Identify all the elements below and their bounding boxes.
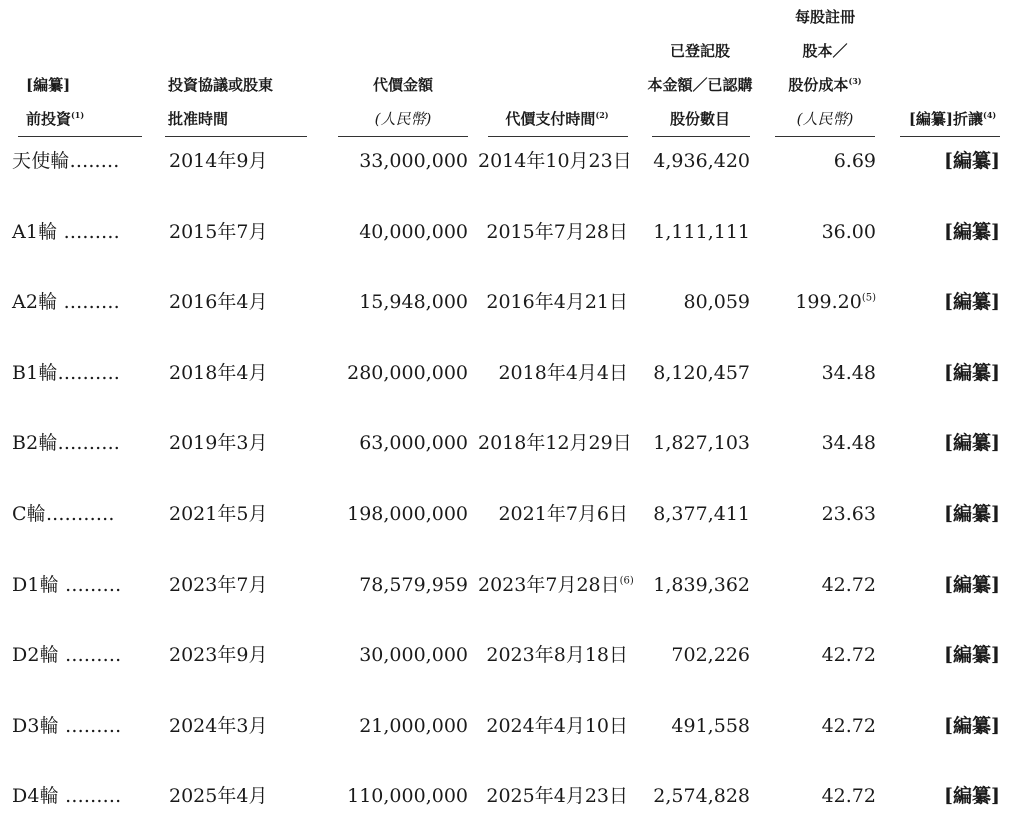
row-round [12,783,162,809]
header-cost-text: 股份成本 [788,76,849,94]
header-payment-text: 代價支付時間 [505,110,596,128]
row-cost-footnote: (5) [861,292,876,304]
row-registered-shares-text: 702,226 [671,644,750,666]
row-cost-per-share [760,289,876,315]
row-agreement-date [169,360,299,386]
row-consideration-text: 21,000,000 [359,715,468,737]
row-payment-date-text: 2023年7月28日 [478,574,620,596]
row-round-text: C輪........... [12,503,115,525]
row-registered-shares [640,148,750,174]
row-discount [905,219,1000,245]
header-agreement-date [168,68,273,136]
row-registered-shares [640,713,750,739]
header-discount-footnote: (4) [983,110,997,120]
row-discount-text: [編纂] [944,150,1000,172]
row-cost-per-share [760,148,876,174]
row-payment-date [478,572,634,598]
row-agreement-date [169,642,299,668]
row-registered-shares-text: 1,839,362 [653,574,750,596]
row-cost-per-share-text: 23.63 [821,503,876,525]
row-round-text: B1輪.......... [12,362,121,384]
row-cost-per-share-text: 36.00 [821,221,876,243]
row-discount-text: [編纂] [944,432,1000,454]
row-agreement-date [169,148,299,174]
row-registered-shares-text: 4,936,420 [653,150,750,172]
row-payment-date-text: 2018年12月29日 [478,432,632,454]
row-payment-date-text: 2016年4月21日 [486,291,628,313]
row-round-text: D1輪 ......... [12,574,122,596]
row-cost-per-share-text: 42.72 [821,715,876,737]
header-consideration-line1: 代價金額 [372,76,433,94]
row-payment-date [478,783,628,809]
row-consideration [338,713,468,739]
header-cost-per-share [770,0,880,136]
row-discount-text: [編纂] [944,221,1000,243]
row-cost-per-share [760,430,876,456]
row-consideration-text: 40,000,000 [359,221,468,243]
row-cost-per-share [760,713,876,739]
row-round-text: B2輪.......... [12,432,121,454]
header-consideration-unit: (人民幣) [374,110,432,128]
header-agreement-line1: 投資協議或股東 [168,76,274,94]
row-cost-per-share [760,572,876,598]
row-cost-per-share-text: 42.72 [821,785,876,807]
row-payment-date [478,430,632,456]
header-registered-line3: 股份數目 [669,110,730,128]
row-consideration-text: 78,579,959 [359,574,468,596]
row-registered-shares-text: 8,377,411 [653,503,750,525]
row-discount-text: [編纂] [944,785,1000,807]
row-registered-shares [640,430,750,456]
row-cost-per-share [760,783,876,809]
row-consideration [338,148,468,174]
row-round [12,360,162,386]
header-registered-line1: 已登記股 [669,42,730,60]
row-cost-per-share [760,219,876,245]
row-payment-date [478,713,628,739]
row-discount-text: [編纂] [944,503,1000,525]
row-discount [905,360,1000,386]
header-agreement-line2: 批准時間 [168,110,229,128]
row-consideration [338,219,468,245]
row-cost-per-share [760,360,876,386]
row-consideration [338,501,468,527]
header-discount-text: [編纂]折讓 [908,110,984,128]
row-registered-shares [640,783,750,809]
row-payment-date-text: 2014年10月23日 [478,150,632,172]
row-payment-date-text: 2025年4月23日 [486,785,628,807]
row-agreement-date [169,713,299,739]
row-registered-shares [640,360,750,386]
header-rule-consideration [338,136,468,137]
row-agreement-date-text: 2019年3月 [169,432,268,454]
row-consideration-text: 30,000,000 [359,644,468,666]
row-payment-date [478,642,628,668]
row-discount [905,572,1000,598]
row-round-text: D3輪 ......... [12,715,122,737]
row-registered-shares-text: 491,558 [671,715,750,737]
row-registered-shares-text: 1,827,103 [653,432,750,454]
row-consideration-text: 280,000,000 [347,362,468,384]
row-round [12,572,162,598]
row-round-text: D4輪 ......... [12,785,122,807]
row-round-text: A1輪 ......... [12,221,120,243]
header-rule-payment [488,136,628,137]
row-round [12,148,162,174]
row-registered-shares-text: 2,574,828 [653,785,750,807]
row-discount-text: [編纂] [944,362,1000,384]
row-payment-footnote: (6) [619,575,634,587]
row-round [12,642,162,668]
header-consideration [338,68,468,136]
row-round [12,430,162,456]
row-round [12,713,162,739]
row-cost-per-share-text: 34.48 [821,432,876,454]
header-round-text: 前投資 [26,110,72,128]
row-agreement-date-text: 2016年4月 [169,291,268,313]
row-agreement-date-text: 2025年4月 [169,785,268,807]
row-round [12,219,162,245]
row-cost-per-share [760,642,876,668]
row-agreement-date-text: 2015年7月 [169,221,268,243]
header-registered-shares [640,34,760,136]
header-payment-date [486,102,628,136]
row-consideration [338,360,468,386]
row-consideration-text: 198,000,000 [347,503,468,525]
row-registered-shares-text: 1,111,111 [653,221,750,243]
row-cost-per-share-text: 42.72 [821,644,876,666]
header-payment-footnote: (2) [595,110,609,120]
row-consideration-text: 15,948,000 [359,291,468,313]
row-consideration-text: 63,000,000 [359,432,468,454]
header-rule-discount [900,136,1000,137]
row-consideration [338,783,468,809]
row-round-text: A2輪 ......... [12,291,120,313]
row-agreement-date [169,501,299,527]
row-discount [905,289,1000,315]
row-registered-shares-text: 80,059 [683,291,750,313]
row-agreement-date-text: 2018年4月 [169,362,268,384]
header-rule-registered [652,136,750,137]
row-agreement-date-text: 2014年9月 [169,150,268,172]
row-cost-per-share-text: 42.72 [821,574,876,596]
row-agreement-date-text: 2023年9月 [169,644,268,666]
row-payment-date-text: 2023年8月18日 [486,644,628,666]
row-discount [905,430,1000,456]
row-discount [905,713,1000,739]
row-registered-shares-text: 8,120,457 [653,362,750,384]
row-round-text: D2輪 ......... [12,644,122,666]
row-consideration [338,572,468,598]
header-cost-line2: 股本／ [802,42,848,60]
row-agreement-date [169,219,299,245]
header-round-line1: [編纂] [26,76,71,94]
header-discount [900,102,1005,136]
row-registered-shares [640,289,750,315]
row-agreement-date-text: 2023年7月 [169,574,268,596]
row-cost-per-share-text: 34.48 [821,362,876,384]
row-discount [905,783,1000,809]
row-payment-date-text: 2015年7月28日 [486,221,628,243]
row-consideration-text: 33,000,000 [359,150,468,172]
row-round-text: 天使輪........ [12,150,120,172]
row-agreement-date-text: 2024年3月 [169,715,268,737]
header-rule-cost [775,136,875,137]
row-consideration [338,289,468,315]
row-discount-text: [編纂] [944,715,1000,737]
row-cost-per-share [760,501,876,527]
row-registered-shares [640,501,750,527]
row-registered-shares [640,642,750,668]
row-agreement-date [169,430,299,456]
row-cost-per-share-text: 199.20 [795,291,862,313]
row-discount [905,642,1000,668]
row-payment-date [478,501,628,527]
row-payment-date [478,360,628,386]
row-discount [905,148,1000,174]
row-agreement-date-text: 2021年5月 [169,503,268,525]
row-payment-date-text: 2021年7月6日 [498,503,628,525]
header-round [26,68,84,136]
row-round [12,501,162,527]
row-agreement-date [169,572,299,598]
header-cost-line1: 每股註冊 [794,8,855,26]
row-payment-date [478,219,628,245]
header-round-line2 [26,102,84,136]
row-consideration [338,430,468,456]
header-cost-line3 [770,68,880,102]
header-cost-footnote: (3) [848,76,862,86]
row-agreement-date [169,783,299,809]
row-registered-shares [640,572,750,598]
row-discount-text: [編纂] [944,574,1000,596]
row-round [12,289,162,315]
row-payment-date [478,148,632,174]
row-payment-date-text: 2024年4月10日 [486,715,628,737]
row-consideration-text: 110,000,000 [347,785,468,807]
row-registered-shares [640,219,750,245]
row-consideration [338,642,468,668]
header-cost-unit: (人民幣) [796,110,854,128]
header-rule-agreement [165,136,307,137]
row-agreement-date [169,289,299,315]
row-discount-text: [編纂] [944,291,1000,313]
row-discount-text: [編纂] [944,644,1000,666]
header-registered-line2: 本金額／已認購 [647,76,753,94]
header-rule-round [18,136,142,137]
row-payment-date-text: 2018年4月4日 [498,362,628,384]
header-round-footnote: (1) [71,110,85,120]
row-discount [905,501,1000,527]
row-payment-date [478,289,628,315]
row-cost-per-share-text: 6.69 [833,150,876,172]
